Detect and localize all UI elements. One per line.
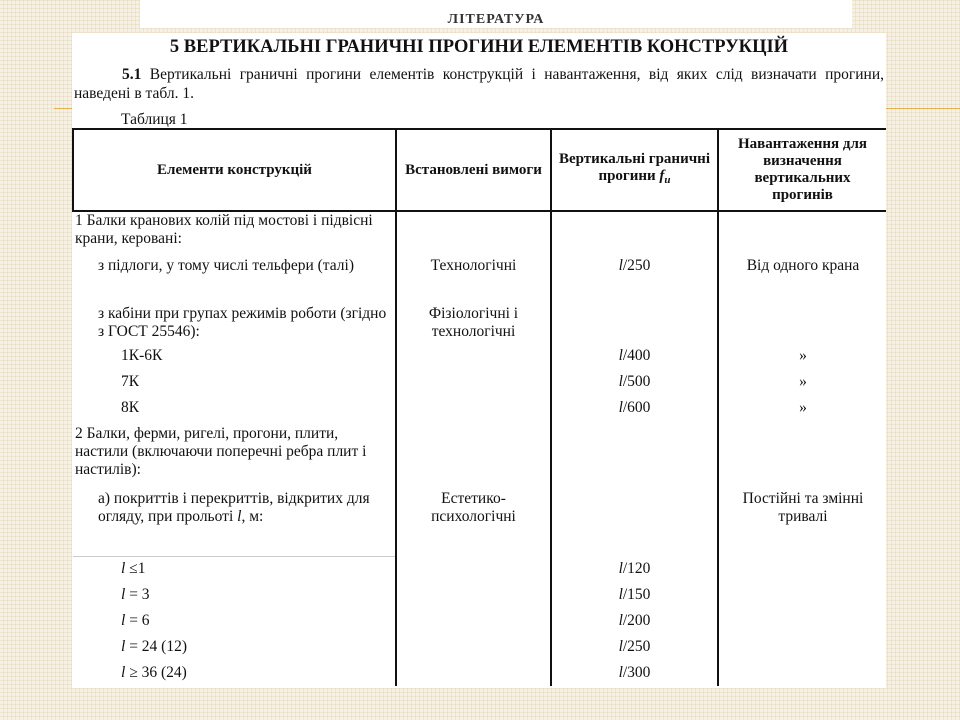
cell-element: 1 Балки кранових колій під мостові і підвісні крани, керовані: xyxy=(75,212,373,247)
element-text: а) покриттів і перекриттів, відкритих для огляду, при прольоті xyxy=(98,490,370,525)
span-value: ≥ 36 (24) xyxy=(125,664,187,681)
cell-element xyxy=(73,582,396,608)
table-label: Таблиця 1 xyxy=(121,111,188,128)
cell-requirement: Естетико-психологічні xyxy=(396,490,551,556)
cell-load xyxy=(718,608,886,634)
cell-element xyxy=(73,660,396,686)
cell-load xyxy=(718,211,886,257)
cell-deflection xyxy=(551,556,718,582)
cell-load xyxy=(718,634,886,660)
var-l: l xyxy=(121,586,126,603)
cell-element xyxy=(73,634,396,660)
intro-number: 5.1 xyxy=(122,66,142,83)
var-l: l xyxy=(618,638,623,655)
var-l: l xyxy=(121,664,126,681)
deflection-value: /250 xyxy=(622,638,651,655)
cell-requirement: Технологічні xyxy=(396,257,551,305)
cell-load xyxy=(718,425,886,490)
table-row xyxy=(73,556,886,582)
var-l: l xyxy=(618,612,623,629)
header-deflections-subscript: u xyxy=(664,174,671,186)
cell-element: 1К-6К xyxy=(121,347,163,364)
var-l: l xyxy=(618,373,623,390)
cell-element: 8К xyxy=(121,399,140,416)
table-row xyxy=(73,582,886,608)
table-row xyxy=(73,257,886,305)
cell-deflection xyxy=(551,211,718,257)
cell-deflection xyxy=(551,490,718,556)
cell-load xyxy=(718,582,886,608)
deflection-value: /500 xyxy=(622,373,651,390)
slide-title-box xyxy=(140,0,852,28)
cell-requirement xyxy=(396,582,551,608)
cell-requirement xyxy=(396,211,551,257)
deflection-value: /120 xyxy=(622,560,651,577)
deflection-value: /300 xyxy=(622,664,651,681)
var-l: l xyxy=(121,612,126,629)
cell-element: з підлоги, у тому числі тельфери (талі) xyxy=(98,257,354,274)
table-row xyxy=(73,660,886,686)
cell-requirement xyxy=(396,399,551,425)
cell-requirement xyxy=(396,425,551,490)
cell-element: 2 Балки, ферми, ригелі, прогони, плити, настили (включаючи поперечні ребра плит і настилів): xyxy=(75,425,367,478)
table-row xyxy=(73,305,886,347)
cell-deflection xyxy=(551,399,718,425)
cell-requirement xyxy=(396,608,551,634)
accent-line-right xyxy=(886,108,960,109)
var-l: l xyxy=(237,508,242,525)
deflection-value: /400 xyxy=(622,347,651,364)
cell-deflection xyxy=(551,305,718,347)
var-l: l xyxy=(618,560,623,577)
cell-deflection xyxy=(551,347,718,373)
header-requirements: Встановлені вимоги xyxy=(396,129,551,211)
var-l: l xyxy=(618,399,623,416)
cell-load: Від одного крана xyxy=(718,257,886,305)
cell-requirement: Фізіологічні і технологічні xyxy=(396,305,551,347)
cell-element: з кабіни при групах режимів роботи (згідно з ГОСТ 25546): xyxy=(98,305,387,340)
cell-element: 7К xyxy=(121,373,140,390)
cell-requirement xyxy=(396,660,551,686)
header-deflections-symbol: f xyxy=(659,168,665,184)
table-row xyxy=(73,608,886,634)
header-loads: Навантаження для визначення вертикальних прогинів xyxy=(718,129,886,211)
slide-title: ЛІТЕРАТУРА xyxy=(447,12,545,27)
span-value: = 24 (12) xyxy=(125,638,188,655)
span-value: ≤1 xyxy=(125,560,146,578)
cell-requirement xyxy=(396,373,551,399)
cell-requirement xyxy=(396,556,551,582)
var-l: l xyxy=(121,638,126,655)
table-row xyxy=(73,425,886,490)
table-row xyxy=(73,373,886,399)
var-l: l xyxy=(618,586,623,603)
cell-load xyxy=(718,556,886,582)
cell-deflection xyxy=(551,634,718,660)
var-l: l xyxy=(121,560,126,578)
span-value: = 3 xyxy=(125,586,150,603)
table-row xyxy=(73,347,886,373)
cell-element xyxy=(73,556,396,582)
document-page xyxy=(72,33,886,688)
table-row xyxy=(73,211,886,257)
accent-line-left xyxy=(54,108,74,109)
cell-element xyxy=(73,490,396,556)
cell-load xyxy=(718,305,886,347)
table-row xyxy=(73,490,886,556)
span-value: = 6 xyxy=(125,612,150,629)
intro-text: Вертикальні граничні прогини елементів конструкцій і навантаження, від яких слід визначати прогини, наведені в табл. 1. xyxy=(74,66,884,102)
cell-load: » xyxy=(718,399,886,425)
table-row xyxy=(73,399,886,425)
cell-requirement xyxy=(396,347,551,373)
element-text-tail: , м: xyxy=(241,508,264,525)
cell-element xyxy=(73,608,396,634)
cell-deflection xyxy=(551,373,718,399)
var-l: l xyxy=(618,347,623,364)
header-deflections xyxy=(551,129,718,211)
var-l: l xyxy=(618,664,623,681)
cell-deflection xyxy=(551,608,718,634)
var-l: l xyxy=(618,257,623,274)
cell-deflection xyxy=(551,582,718,608)
cell-load: » xyxy=(718,373,886,399)
cell-requirement xyxy=(396,634,551,660)
deflection-value: /600 xyxy=(622,399,651,416)
deflection-value: /250 xyxy=(622,257,651,274)
cell-load: Постійні та змінні тривалі xyxy=(718,490,886,556)
deflection-table xyxy=(72,128,886,686)
cell-deflection xyxy=(551,660,718,686)
cell-load xyxy=(718,660,886,686)
header-elements: Елементи конструкцій xyxy=(73,129,396,211)
deflection-value: /200 xyxy=(622,612,651,629)
section-heading: 5 ВЕРТИКАЛЬНІ ГРАНИЧНІ ПРОГИНИ ЕЛЕМЕНТІВ КОНСТРУКЦІЙ xyxy=(169,37,789,57)
cell-deflection xyxy=(551,257,718,305)
deflection-value: /150 xyxy=(622,586,651,603)
cell-deflection xyxy=(551,425,718,490)
header-deflections-text: Вертикальні граничні прогини xyxy=(559,151,710,184)
table-row xyxy=(73,634,886,660)
cell-load: » xyxy=(718,347,886,373)
intro-paragraph xyxy=(74,65,884,103)
table-header-row xyxy=(73,129,886,211)
